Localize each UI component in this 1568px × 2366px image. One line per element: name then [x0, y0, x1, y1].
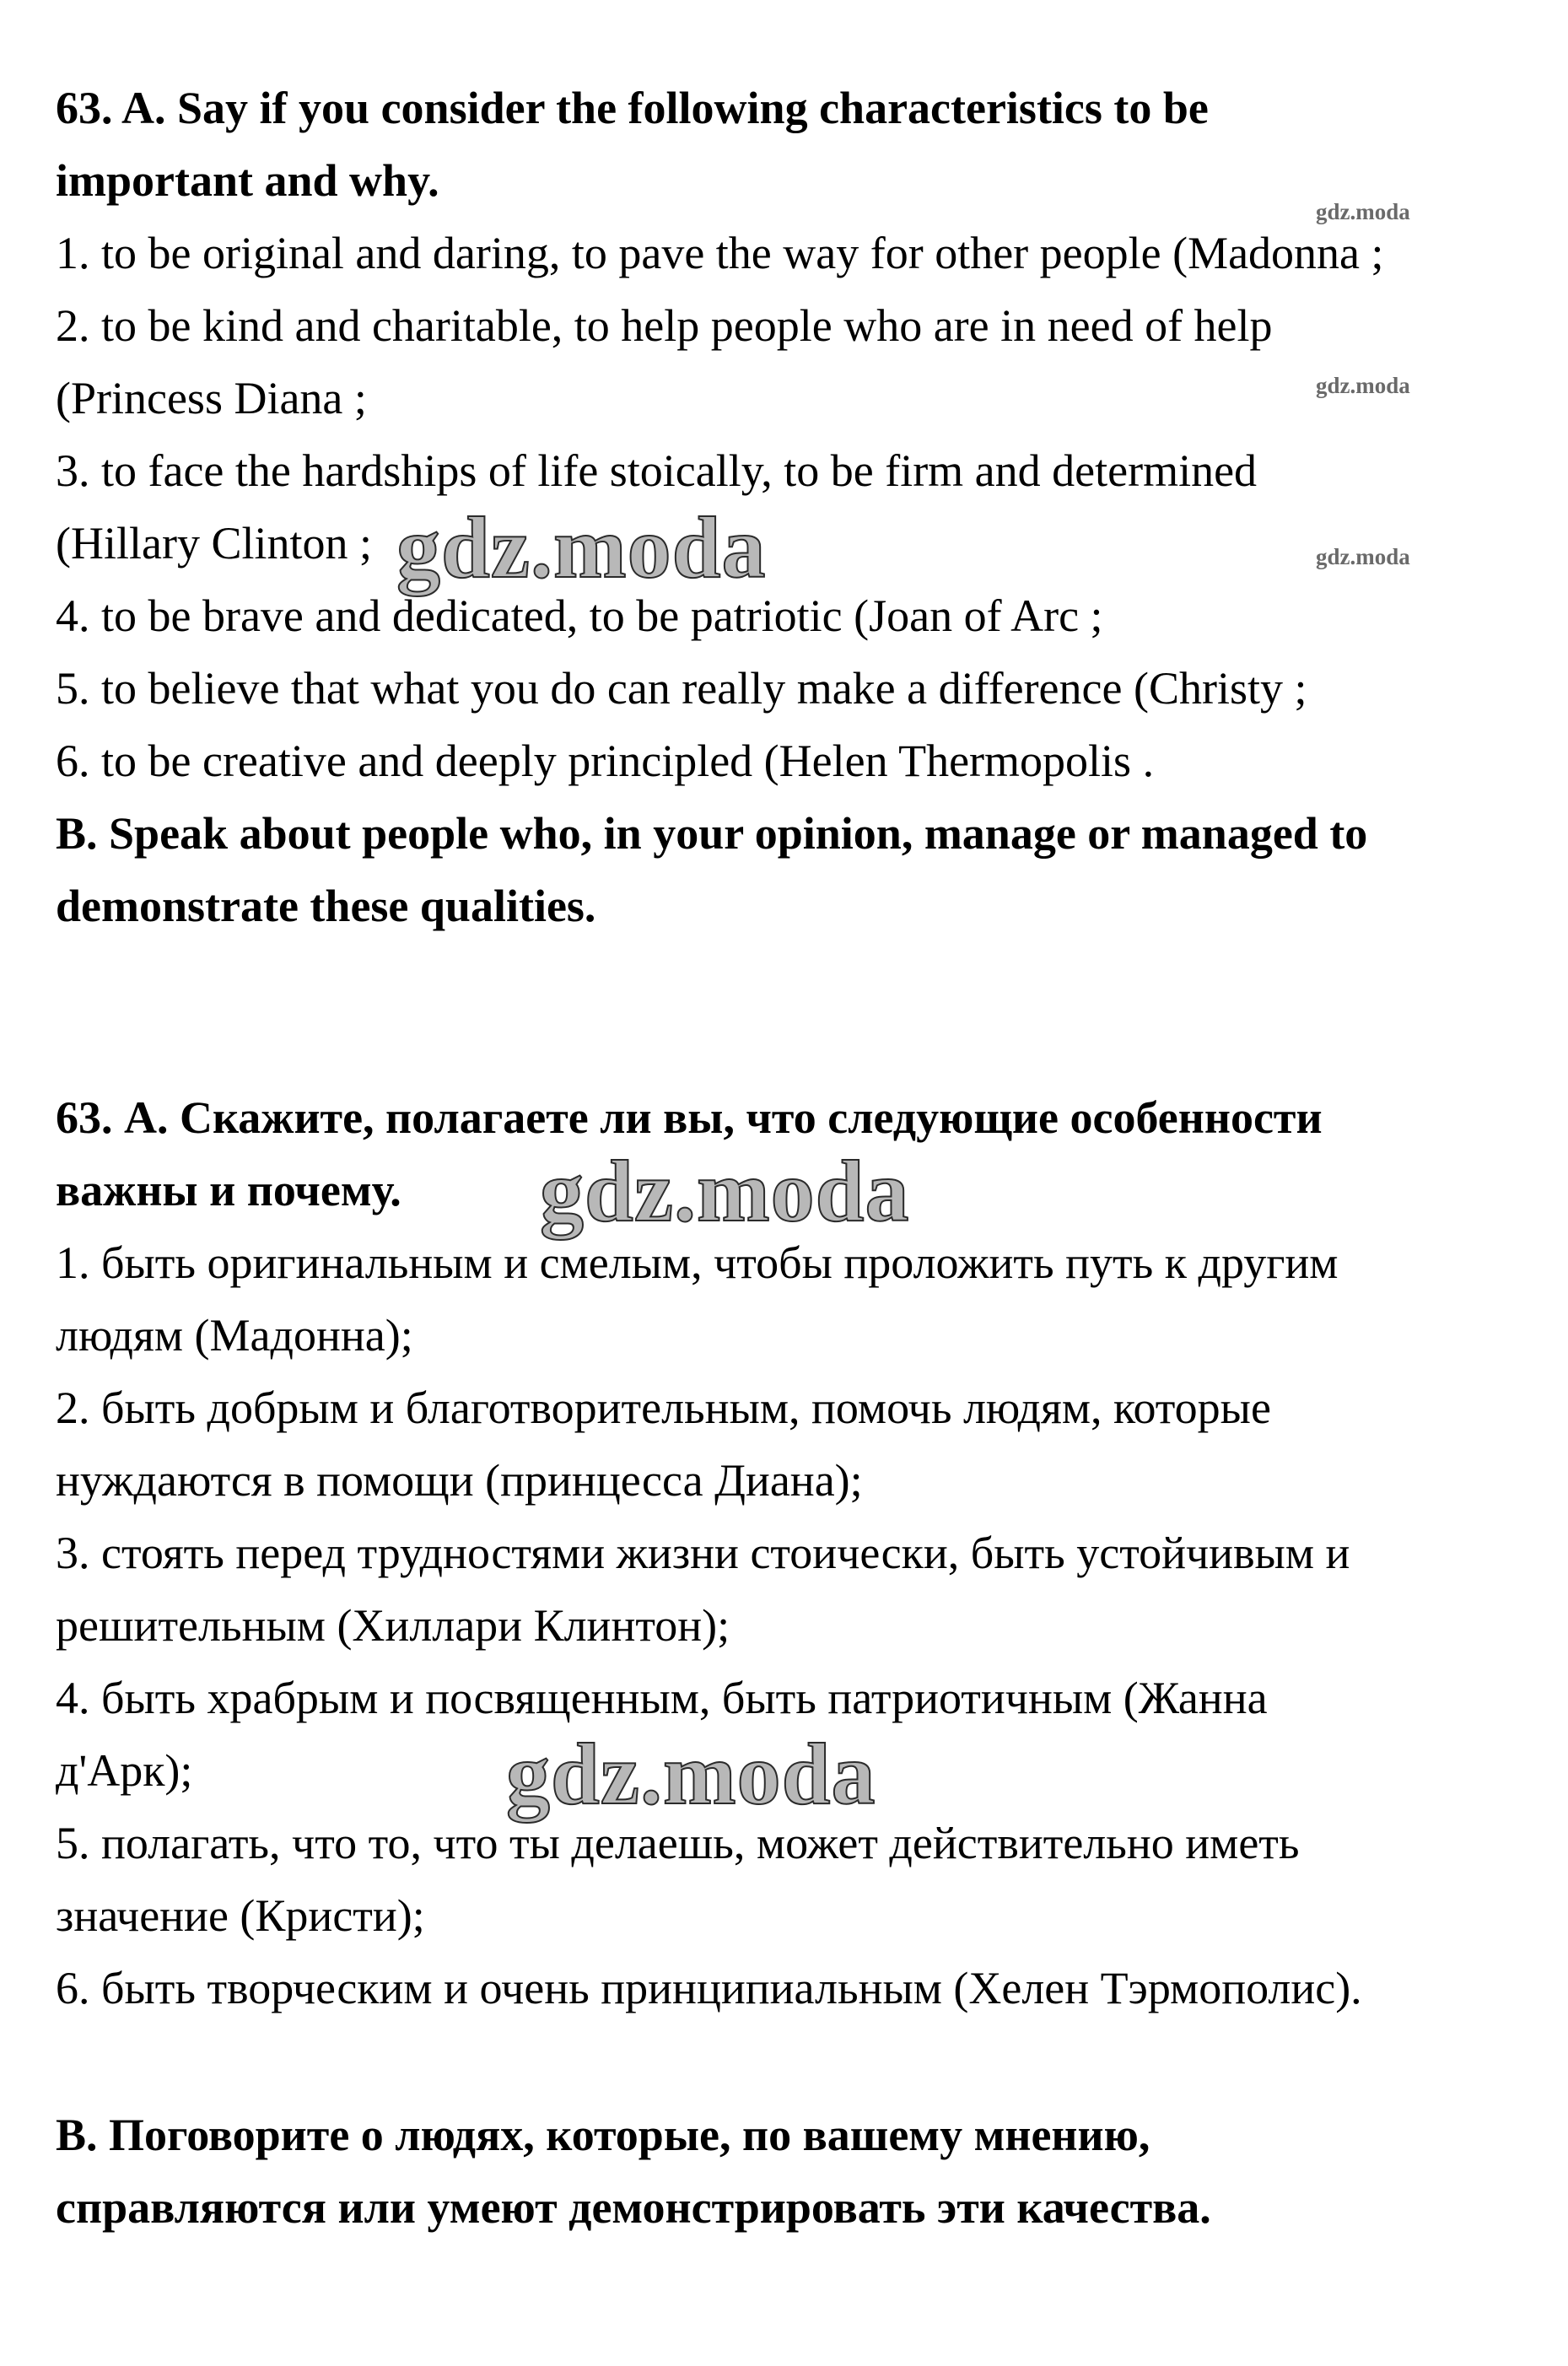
list-item-1-ru-cont: людям (Мадонна); [56, 1310, 413, 1361]
list-item-3-en-cont: (Hillary Clinton ; [56, 518, 372, 569]
list-item-6-en: 6. to be creative and deeply principled (Helen Thermopolis . [56, 736, 1155, 786]
task-heading-en-cont: important and why. [56, 155, 439, 206]
list-item-3-ru-cont: решительным (Хиллари Клинтон); [56, 1600, 730, 1651]
list-item-1-en: 1. to be original and daring, to pave the way for other people (Madonna ; [56, 228, 1384, 278]
watermark-small: gdz.moda [1316, 199, 1410, 224]
list-item-5-ru-cont: значение (Кристи); [56, 1890, 425, 1941]
watermark-small: gdz.moda [1316, 544, 1410, 569]
list-item-5-en: 5. to believe that what you do can really make a difference (Christy ; [56, 663, 1307, 714]
list-item-5-ru: 5. полагать, что то, что ты делаешь, может действительно иметь [56, 1818, 1300, 1868]
list-item-1-ru: 1. быть оригинальным и смелым, чтобы проложить путь к другим [56, 1237, 1339, 1288]
watermark-large: gdz.moda [396, 499, 767, 596]
task-b-en-cont: demonstrate these qualities. [56, 881, 596, 931]
task-heading-ru-cont: важны и почему. [56, 1165, 401, 1215]
watermark-large: gdz.moda [540, 1143, 910, 1240]
list-item-4-ru: 4. быть храбрым и посвященным, быть патриотичным (Жанна [56, 1673, 1268, 1723]
task-b-ru-cont: справляются или умеют демонстрировать эти качества. [56, 2182, 1211, 2233]
task-heading-en: 63. A. Say if you consider the following characteristics to be [56, 83, 1209, 133]
list-item-2-ru: 2. быть добрым и благотворительным, помочь людям, которые [56, 1382, 1271, 1433]
task-b-en: B. Speak about people who, in your opinion, manage or managed to [56, 808, 1368, 859]
watermark-small: gdz.moda [1316, 373, 1410, 398]
task-heading-ru: 63. А. Скажите, полагаете ли вы, что следующие особенности [56, 1092, 1323, 1143]
list-item-3-ru: 3. стоять перед трудностями жизни стоически, быть устойчивым и [56, 1528, 1350, 1578]
task-b-ru: В. Поговорите о людях, которые, по вашему мнению, [56, 2110, 1150, 2160]
list-item-2-en: 2. to be kind and charitable, to help people who are in need of help [56, 300, 1273, 351]
list-item-6-ru: 6. быть творческим и очень принципиальным (Хелен Тэрмополис). [56, 1963, 1362, 2013]
watermark-large: gdz.moda [506, 1726, 876, 1823]
list-item-2-ru-cont: нуждаются в помощи (принцесса Диана); [56, 1455, 863, 1506]
list-item-2-en-cont: (Princess Diana ; [56, 373, 367, 423]
list-item-4-ru-cont: д'Арк); [56, 1745, 193, 1796]
list-item-3-en: 3. to face the hardships of life stoically, to be firm and determined [56, 445, 1258, 496]
list-item-4-en: 4. to be brave and dedicated, to be patriotic (Joan of Arc ; [56, 590, 1103, 641]
